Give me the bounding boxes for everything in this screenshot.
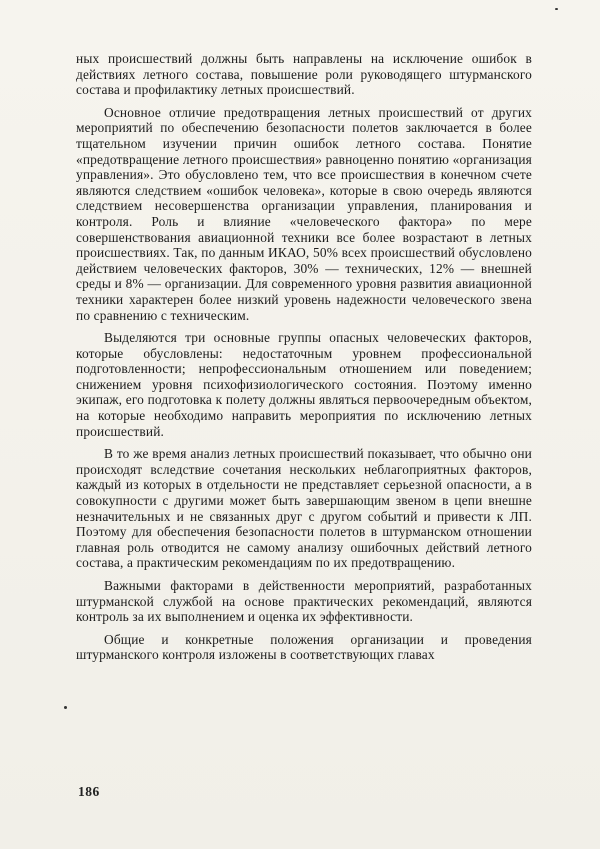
paragraph-6: Общие и конкретные положения организации и проведения штурманского контроля изложены в соответствующих главах	[76, 631, 532, 663]
page-number: 186	[78, 784, 100, 799]
paragraph-continuation: ных происшествий должны быть направлены на исключение ошибок в действиях летного состава, повышение роли руководящего штурманского состава и профилактику летных происшествий.	[76, 51, 532, 98]
print-speck	[555, 8, 558, 10]
paragraph-5: Важными факторами в действенности мероприятий, разработанных штурманской службой на основе практических рекомендаций, являются контроль за их выполнением и оценка их эффективности.	[76, 578, 532, 625]
paragraph-2: Основное отличие предотвращения летных происшествий от других мероприятий по обеспечению безопасности полетов заключается в более тщательном изучении причин ошибок летного состава. Понятие «предотвращение летного происшествия» равноценно понятию «организация управления». Это обусловлено тем, что все происшествия в конечном счете являются следствием «ошибок человека», которые в свою очередь являются следствием несовершенства организации управления, планирования и контроля. Роль и влияние «человеческого фактора» по мере совершенствования авиационной техники все более возрастают в летных происшествиях. Так, по данным ИКАО, 50% всех происшествий обусловлено действием человеческих факторов, 30% — технических, 12% — внешней среды и 8% — организации. Для современного уровня развития авиационной техники характерен более низкий уровень надежности человеческого звена по сравнению с техническим.	[76, 104, 532, 323]
body-text	[76, 51, 532, 670]
paragraph-3: Выделяются три основные группы опасных человеческих факторов, которые обусловлены: недостаточным уровнем профессиональной подготовленности; непрофессиональным отношением или поведением; снижением уровня психофизиологического состояния. Поэтому именно экипаж, его подготовка к полету должны являться первоочередным объектом, на которые необходимо направить мероприятия по исключению летных происшествий.	[76, 330, 532, 439]
paragraph-4: В то же время анализ летных происшествий показывает, что обычно они происходят вследствие сочетания нескольких неблагоприятных факторов, каждый из которых в отдельности не представляет серьезной опасности, а в совокупности с другими может быть завершающим звеном в цепи внешне незначительных и не связанных друг с другом событий и привести к ЛП. Поэтому для обеспечения безопасности полетов в штурманском отношении главная роль отводится не самому анализу ошибочных действий летного состава, а практическим рекомендациям по их предотвращению.	[76, 446, 532, 571]
print-speck	[64, 706, 67, 709]
